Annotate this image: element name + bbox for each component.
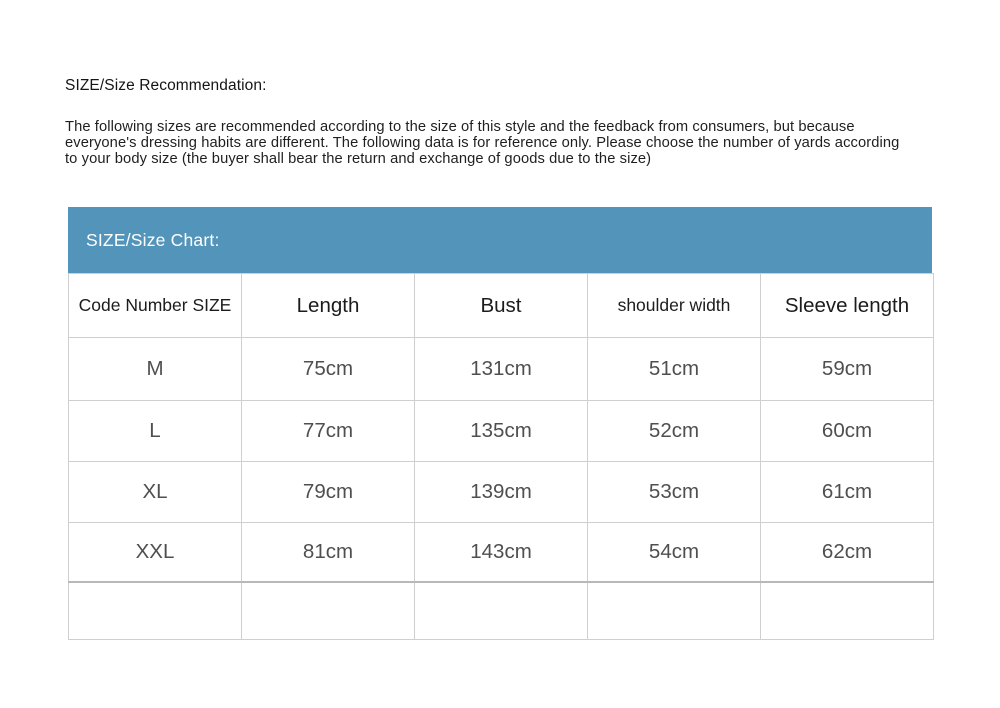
empty-cell [242,582,415,640]
length-cell: 77cm [242,401,415,462]
empty-cell [588,582,761,640]
size-description: The following sizes are recommended according to the size of this style and the feedback from consumers, but because everyone's dressing habits are different. The following data is for reference only. Please choose the number of yards according to your body size (the buyer shall bear the return and exchange of goods due to the size) [65,119,900,168]
shoulder-cell: 52cm [588,401,761,462]
size-table-header-row [69,274,934,338]
shoulder-cell: 54cm [588,523,761,583]
bust-cell: 135cm [415,401,588,462]
empty-cell [761,582,934,640]
table-row-xl [69,462,934,523]
sleeve-cell: 62cm [761,523,934,583]
bust-cell: 139cm [415,462,588,523]
shoulder-cell: 53cm [588,462,761,523]
length-cell: 81cm [242,523,415,583]
page-title: SIZE/Size Recommendation: [65,77,267,94]
col-header-shoulder-width: shoulder width [588,274,761,338]
bust-cell: 131cm [415,338,588,401]
table-row-l [69,401,934,462]
empty-cell [69,582,242,640]
col-header-bust: Bust [415,274,588,338]
table-row-xxl [69,523,934,583]
size-cell: XXL [69,523,242,583]
size-chart-header-label: SIZE/Size Chart: [86,229,220,250]
size-cell: XL [69,462,242,523]
size-table [68,273,934,640]
sleeve-cell: 60cm [761,401,934,462]
length-cell: 79cm [242,462,415,523]
bust-cell: 143cm [415,523,588,583]
sleeve-cell: 59cm [761,338,934,401]
col-header-length: Length [242,274,415,338]
sleeve-cell: 61cm [761,462,934,523]
col-header-sleeve-length: Sleeve length [761,274,934,338]
shoulder-cell: 51cm [588,338,761,401]
length-cell: 75cm [242,338,415,401]
table-row-empty [69,582,934,640]
col-header-code-number-size: Code Number SIZE [69,274,242,338]
empty-cell [415,582,588,640]
size-cell: M [69,338,242,401]
size-cell: L [69,401,242,462]
table-row-m [69,338,934,401]
size-chart-header-bar [68,207,932,273]
